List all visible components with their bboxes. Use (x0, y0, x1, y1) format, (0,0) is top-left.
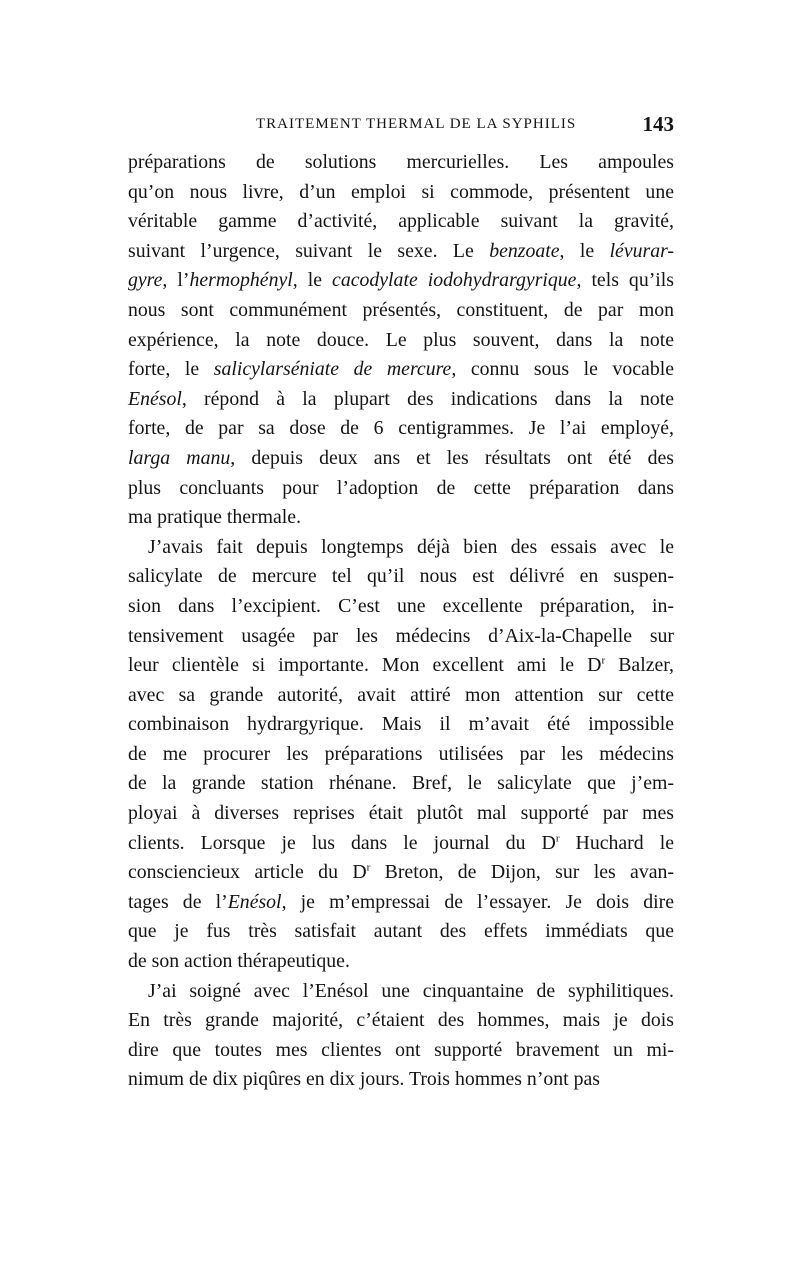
text-span: , le (292, 269, 333, 292)
text-span: , connu sous le vocable (451, 358, 674, 381)
text-span: que je fus très satisfait autant des effets immédiats que (128, 920, 674, 943)
text-line (128, 681, 674, 711)
text-span: de me procurer les préparations utilisées par les médecins (128, 742, 674, 765)
text-line (128, 444, 674, 474)
italic-text: hermophényl (189, 269, 293, 292)
body-text (128, 148, 674, 1095)
text-line (128, 296, 674, 326)
text-span: clients. Lorsque je lus dans le journal du D (128, 831, 556, 854)
text-span: préparations de solutions mercurielles. Les ampoules (128, 151, 674, 173)
italic-text: lévurar- (609, 239, 674, 262)
text-span: J’ai soigné avec l’Enésol une cinquantaine de syphilitiques. (148, 979, 674, 1002)
text-span: de son action thérapeutique. (128, 950, 350, 973)
text-span: véritable gamme d’activité, applicable suivant la gravité, (128, 210, 674, 233)
text-line (128, 562, 674, 592)
text-span: forte, le (128, 358, 214, 381)
superscript: r (601, 654, 606, 667)
paragraph (128, 148, 674, 533)
text-span: Balzer, (605, 654, 675, 677)
italic-text: gyre (128, 269, 163, 292)
text-span: consciencieux article du D (128, 861, 367, 884)
text-line (128, 207, 674, 237)
text-line (128, 266, 674, 296)
text-span: Huchard le (559, 831, 674, 854)
running-head (128, 112, 676, 142)
text-span: nous sont communément présentés, constituent, de par mon (128, 298, 674, 321)
text-span: , l’ (162, 269, 190, 292)
text-span: avec sa grande autorité, avait attiré mon attention sur cette (128, 683, 674, 706)
text-line (128, 1036, 674, 1066)
text-line (128, 414, 674, 444)
text-span: tages de l’ (128, 890, 228, 913)
text-line (128, 622, 674, 652)
text-line (128, 326, 674, 356)
text-span: ma pratique thermale. (128, 506, 302, 529)
text-span: dire que toutes mes clientes ont supporté bravement un mi- (128, 1038, 674, 1061)
text-span: J’avais fait depuis longtemps déjà bien des essais avec le (148, 535, 674, 558)
text-span: Breton, de Dijon, sur les avan- (370, 861, 674, 884)
text-line (128, 385, 674, 415)
paragraph (128, 533, 674, 977)
text-span: tensivement usagée par les médecins d’Aix-la-Chapelle sur (128, 624, 674, 647)
text-span: qu’on nous livre, d’un emploi si commode, présentent une (128, 180, 674, 203)
text-line (128, 1006, 674, 1036)
text-line (128, 740, 674, 770)
text-line (128, 503, 674, 533)
text-line (128, 947, 674, 977)
text-span: En très grande majorité, c’étaient des hommes, mais je dois (128, 1009, 674, 1032)
text-span: nimum de dix piqûres en dix jours. Trois hommes n’ont pas (128, 1068, 600, 1091)
italic-text: larga manu (128, 446, 231, 469)
text-line (128, 651, 674, 681)
text-span: suivant l’urgence, suivant le sexe. Le (128, 239, 490, 262)
text-span: , je m’empressai de l’essayer. Je dois dire (281, 890, 674, 913)
text-span: , tels qu’ils (576, 269, 674, 292)
running-head-title: TRAITEMENT THERMAL DE LA SYPHILIS (256, 116, 577, 132)
text-line (128, 710, 674, 740)
text-line (128, 829, 674, 859)
text-span: combinaison hydrargyrique. Mais il m’avait été impossible (128, 713, 674, 736)
text-span: , répond à la plupart des indications dans la note (181, 387, 674, 410)
text-line (128, 474, 674, 504)
italic-text: Enésol (128, 387, 182, 410)
text-line (128, 977, 674, 1007)
page-number: 143 (642, 112, 674, 136)
text-line (128, 533, 674, 563)
text-span: salicylate de mercure tel qu’il nous est délivré en suspen- (128, 565, 674, 588)
text-line (128, 917, 674, 947)
superscript: r (555, 832, 560, 845)
paragraph (128, 977, 674, 1095)
text-span: forte, de par sa dose de 6 centigrammes. Je l’ai employé, (128, 417, 674, 440)
text-span: expérience, la note douce. Le plus souvent, dans la note (128, 328, 674, 351)
text-line (128, 1065, 674, 1095)
text-span: , le (559, 239, 610, 262)
italic-text: salicylarséniate de mercure (213, 358, 452, 381)
text-line (128, 799, 674, 829)
text-line (128, 592, 674, 622)
text-span: plus concluants pour l’adoption de cette préparation dans (128, 476, 674, 499)
text-span: sion dans l’excipient. C’est une excellente préparation, in- (128, 594, 674, 617)
text-span: , depuis deux ans et les résultats ont été des (230, 446, 674, 469)
italic-text: benzoate (489, 239, 560, 262)
text-line (128, 237, 674, 267)
italic-text: Enésol (227, 890, 282, 913)
text-span: ployai à diverses reprises était plutôt mal supporté par mes (128, 802, 674, 825)
italic-text: cacodylate iodohydrargyrique (332, 269, 577, 292)
text-line (128, 888, 674, 918)
text-line (128, 178, 674, 208)
text-line (128, 148, 674, 178)
superscript: r (366, 861, 371, 874)
text-span: de la grande station rhénane. Bref, le salicylate que j’em- (128, 772, 674, 795)
text-line (128, 769, 674, 799)
text-line (128, 355, 674, 385)
text-line (128, 858, 674, 888)
text-span: leur clientèle si importante. Mon excellent ami le D (128, 654, 602, 677)
